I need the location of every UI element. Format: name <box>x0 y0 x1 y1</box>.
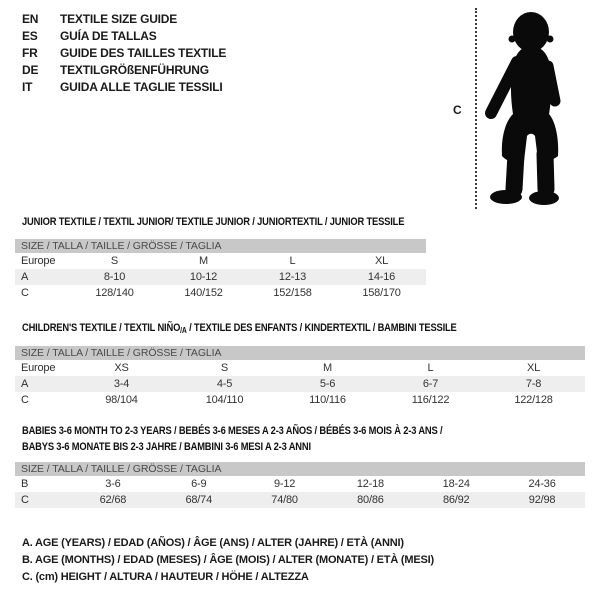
language-code: IT <box>22 80 33 94</box>
size-cell: 14-16 <box>337 269 426 285</box>
language-code: DE <box>22 63 39 77</box>
size-cell: 68/74 <box>156 492 242 508</box>
size-column-header: M <box>323 362 332 374</box>
children-title-pre: CHILDREN'S TEXTILE / TEXTIL NIÑO <box>22 322 181 334</box>
junior-size-table <box>15 239 426 301</box>
size-cell: 140/152 <box>184 287 223 299</box>
note-age-years: A. AGE (YEARS) / EDAD (AÑOS) / ÂGE (ANS) / ALTER (JAHRE) / ETÀ (ANNI) <box>22 537 404 549</box>
children-title-post: / TEXTILE DES ENFANTS / KINDERTEXTIL / BAMBINI TESSILE <box>186 322 457 334</box>
row-label: B <box>21 478 29 490</box>
language-code: EN <box>22 12 39 26</box>
size-cell: 86/92 <box>413 492 499 508</box>
table-row-height <box>15 392 585 408</box>
note-height-cm: C. (cm) HEIGHT / ALTURA / HAUTEUR / HÖHE / ALTEZZA <box>22 571 309 583</box>
language-list <box>22 11 226 96</box>
table-row-height <box>15 285 426 301</box>
table-row-age-months <box>15 476 585 492</box>
table-row-age <box>15 269 426 285</box>
language-title: GUIDE DES TAILLES TEXTILE <box>60 46 227 60</box>
size-cell: 3-6 <box>105 478 121 490</box>
column-header-row <box>15 253 426 269</box>
size-cell: 4-5 <box>173 376 276 392</box>
size-cell: 62/68 <box>70 492 156 508</box>
babies-size-table <box>15 462 585 508</box>
size-cell: 3-4 <box>70 376 173 392</box>
size-cell: 12-18 <box>356 478 384 490</box>
size-header-label: SIZE / TALLA / TAILLE / GRÖSSE / TAGLIA <box>15 346 585 360</box>
size-column-header: S <box>220 362 229 374</box>
height-dotted-line <box>475 8 477 209</box>
size-header-bar <box>15 346 585 360</box>
size-cell: 6-7 <box>379 376 482 392</box>
language-title: GUIDA ALLE TAGLIE TESSILI <box>60 80 223 94</box>
row-label: C <box>15 492 70 508</box>
region-header: Europe <box>21 255 56 267</box>
column-header-row <box>15 360 585 376</box>
children-size-table <box>15 346 585 408</box>
size-cell: 7-8 <box>482 376 585 392</box>
size-column-header: XL <box>374 255 389 267</box>
size-cell: 158/170 <box>362 287 401 299</box>
language-code: FR <box>22 46 38 60</box>
size-cell: 24-36 <box>528 478 556 490</box>
height-c-label: C <box>453 103 462 117</box>
row-label: C <box>21 394 29 406</box>
size-cell: 104/110 <box>205 394 244 406</box>
size-cell: 8-10 <box>70 269 159 285</box>
size-cell: 5-6 <box>276 376 379 392</box>
size-cell: 18-24 <box>442 478 470 490</box>
size-cell: 10-12 <box>159 269 248 285</box>
babies-section-title <box>22 423 517 455</box>
row-label: A <box>15 376 70 392</box>
region-header: Europe <box>21 362 56 374</box>
babies-title-line1: BABIES 3-6 MONTH TO 2-3 YEARS / BEBÉS 3-6 MESES A 2-3 AÑOS / BÉBÉS 3-6 MOIS À 2-3 ANS / <box>22 425 443 437</box>
size-column-header: L <box>427 362 434 374</box>
size-cell: 12-13 <box>248 269 337 285</box>
size-cell: 92/98 <box>499 492 585 508</box>
size-cell: 128/140 <box>95 287 134 299</box>
language-title: TEXTILE SIZE GUIDE <box>60 12 178 26</box>
size-column-header: S <box>110 255 119 267</box>
size-cell: 6-9 <box>191 478 207 490</box>
size-column-header: XS <box>114 362 129 374</box>
language-title: GUÍA DE TALLAS <box>60 29 157 43</box>
legend-notes <box>22 535 434 586</box>
size-cell: 122/128 <box>514 394 553 406</box>
size-cell: 80/86 <box>327 492 413 508</box>
junior-section-title: JUNIOR TEXTILE / TEXTIL JUNIOR/ TEXTILE JUNIOR / JUNIORTEXTIL / JUNIOR TESSILE <box>22 216 405 228</box>
size-column-header: M <box>199 255 208 267</box>
size-cell: 9-12 <box>273 478 296 490</box>
size-header-label: SIZE / TALLA / TAILLE / GRÖSSE / TAGLIA <box>15 239 426 253</box>
children-section-title <box>22 322 457 334</box>
baby-toddler-silhouette-icon <box>481 8 573 208</box>
language-row-es <box>22 28 226 45</box>
size-column-header: XL <box>526 362 541 374</box>
language-title: TEXTILGRÖßENFÜHRUNG <box>60 63 209 77</box>
language-row-it <box>22 79 226 96</box>
size-header-label: SIZE / TALLA / TAILLE / GRÖSSE / TAGLIA <box>15 462 585 476</box>
size-cell: 152/158 <box>273 287 312 299</box>
table-row-age <box>15 376 585 392</box>
size-cell: 110/116 <box>309 394 346 406</box>
language-row-fr <box>22 45 226 62</box>
size-column-header: L <box>289 255 296 267</box>
table-row-height <box>15 492 585 508</box>
children-title-sub: /A <box>180 326 187 335</box>
row-label: C <box>21 287 29 299</box>
language-code: ES <box>22 29 38 43</box>
language-row-de <box>22 62 226 79</box>
size-cell: 116/122 <box>411 394 450 406</box>
size-cell: 74/80 <box>242 492 328 508</box>
size-cell: 98/104 <box>105 394 138 406</box>
size-header-bar <box>15 462 585 476</box>
row-label: A <box>15 269 70 285</box>
size-header-bar <box>15 239 426 253</box>
babies-title-line2: BABYS 3-6 MONATE BIS 2-3 JAHRE / BAMBINI 3-6 MESI A 2-3 ANNI <box>22 441 311 453</box>
language-row-en <box>22 11 226 28</box>
note-age-months: B. AGE (MONTHS) / EDAD (MESES) / ÂGE (MOIS) / ALTER (MONATE) / ETÀ (MESI) <box>22 554 434 566</box>
